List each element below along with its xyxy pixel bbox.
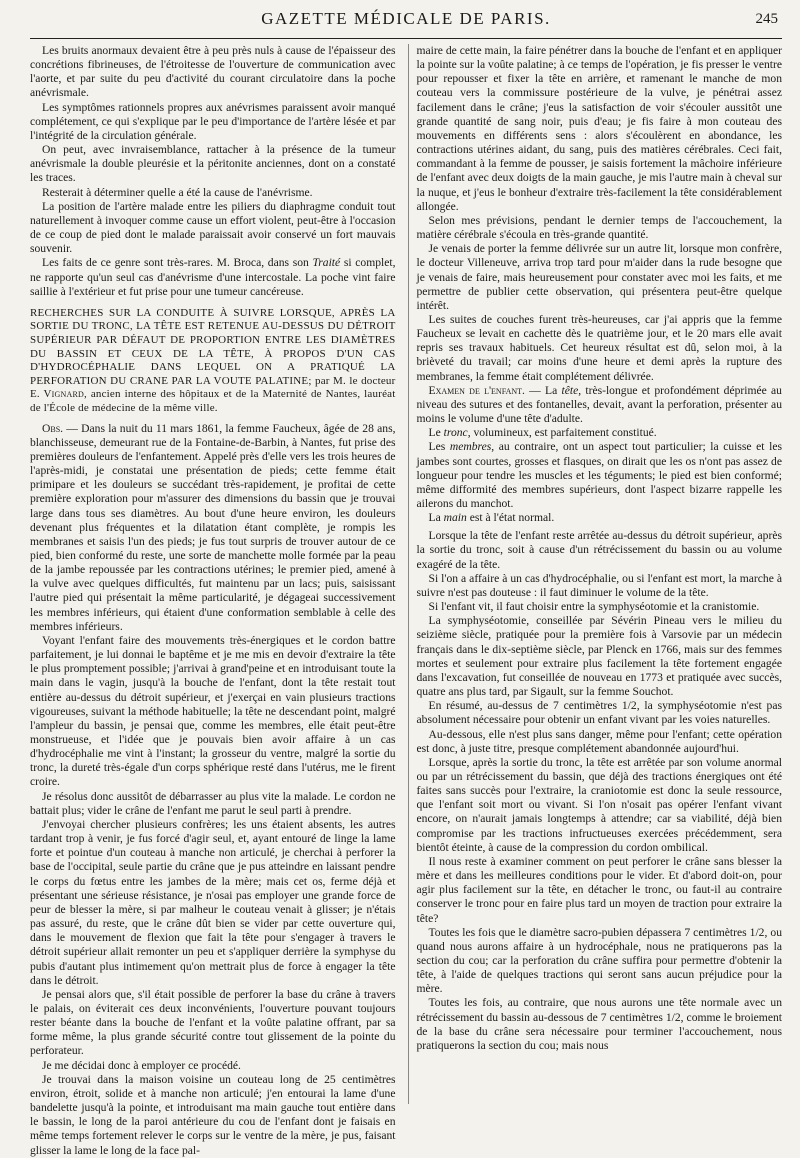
text-run: , volumineux, est parfaitement constitué. (467, 426, 657, 440)
paragraph: Les symptômes rationnels propres aux anévrismes paraissent avoir manqué complétement, ce qui s'explique par le peu d'importance de l'artère lésée et par l'intégrité de la circulation générale. (30, 100, 396, 142)
paragraph: En résumé, au-dessus de 7 centimètres 1/2, la symphyséotomie n'est pas absolument nécessaire pour obtenir un enfant vivant par les voies naturelles. (416, 699, 782, 727)
journal-title: GAZETTE MÉDICALE DE PARIS. (261, 9, 551, 28)
left-column (30, 44, 396, 1157)
paragraph: Toutes les fois que le diamètre sacro-pubien dépassera 7 centimètres 1/2, ou quand nous aurons affaire à un hydrocéphale, nous ne pratiquerons pas la section du cou; car la perforation du crâne suffira pour permettre d'obtenir la tête, à l'aide de quelques tractions qui seront sans aucun préjudice pour la mère. (416, 925, 782, 996)
paragraph: La symphyséotomie, conseillée par Sévérin Pineau vers le milieu du seizième siècle, pratiquée pour la première fois à Varsovie par un médecin français dans le dix-septième siècle, par Plenck en 1766, mais sur des femmes mortes et seulement pour extraire plus facilement la tête fortement engagée dans l'excavation, fut conseillée de nouveau en 1773 et pratiquée avec succès, quatre ans plus tard, par Sigault, sur la femme Souchot. (416, 614, 782, 699)
paragraph: Je pensai alors que, s'il était possible de perforer la base du crâne à travers le palais, on éviterait ces deux inconvénients, l'ouverture pouvant toujours rester béante dans la bouche de l'enfant et la voûte palatine offrant, par sa forme même, la plus grande sécurité contre tout glissement de la pointe du perforateur. (30, 987, 396, 1058)
text-run: — Dans la nuit du 11 mars 1861, la femme Faucheux, âgée de 28 ans, blanchisseuse, demeurant rue de la Fontaine-de-Barbin, à Nantes, fut prise des premières douleurs de l'enfantement. Appelé près d'elle vers les trois heures de l'après-midi, je constatai une présentation de pieds; cette femme était primipare et les douleurs se succédant très-rapidement, je profitai de cette première exploration pour m'assurer des dimensions du bassin que je trouvai large dans tous ses diamètres. Au bout d'une heure environ, les douleurs devenant plus fréquentes et la dilatation étant complète, je rompis les membranes et saisis l'un des pieds; je fus tout surpris de trouver autour de ce pied, bien conformé du reste, une sorte de manchette molle formée par la peau de la jambe repoussée par les contractions utérines; le premier pied, amené à la vulve avec quelques difficultés, fut maintenu par un lacs; puis, saisissant l'autre pied qui présentait la même particularité, je dégageai successivement les membres inférieurs, qui étaient d'une conformation semblable à celle des membres inférieurs. (30, 421, 396, 633)
italic-run: tronc (443, 426, 468, 440)
paragraph: maire de cette main, la faire pénétrer dans la bouche de l'enfant et en appliquer la pointe sur la voûte palatine; à ce temps de l'opération, je fis presser le ventre pour repousser et fixer la tête en arrière, et ramenant le manche de mon couteau vers la commissure postérieure de la vulve, je pénétrai assez facilement dans le crâne; j'eus la satisfaction de voir s'écouler aussitôt une grande quantité de sang noir, puis d'eau; je fis faire à mon couteau des mouvements en différents sens : alors s'écoulèrent en abondance, les contractions utérines aidant, du sang, puis des matières cérébrales. Ceci fait, commandant à la femme de pousser, je saisis fortement la mâchoire inférieure de l'enfant avec deux doigts de la main gauche, je mis l'autre main à cheval sur la nuque, et j'eus le bonheur d'extraire très-facilement la tête considérablement allongée. (416, 44, 782, 213)
text-run: — La (524, 383, 562, 397)
paragraph: Je trouvai dans la maison voisine un couteau long de 25 centimètres environ, étroit, solide et à manche non articulé; j'en entourai la lame d'une bandelette jusqu'à la pointe, et introduisant ma main gauche tout entière dans le bassin, le long de la paroi antérieure du cou de l'enfant dont je faisais en même temps fortement relever le corps sur le ventre de la mère, je pus, faisant glisser la lame le long de la face pal- (30, 1072, 396, 1157)
paragraph: J'envoyai chercher plusieurs confrères; les uns étaient absents, les autres tardant trop à venir, je fus forcé d'agir seul, et, ayant entouré de linge la lame forte et pointue d'un couteau à manche non articulé, je cherchai à perforer la base de l'occipital, seule partie du crâne que je pus atteindre en laissant pendre le corps du fœtus entre les jambes de la mère; mais cet os, ferme déjà et présentant une sérieuse résistance, je n'osai pas employer une grande force de peur de blesser la mère, si par malheur le couteau venait à glisser; je n'étais pas assuré, du reste, que le crâne dût bien se vider par cette ouverture qui, dans le mouvement de flexion que fait la tête pour s'engager à travers le détroit supérieur allait remonter un peu et s'appliquer derrière la symphyse du pubis d'autant plus intimement qu'on mettrait plus de force à engager la tête dans le détroit. (30, 817, 396, 987)
exam-label: Examen de l'enfant. (428, 383, 525, 397)
text-run: Le (428, 426, 444, 440)
text-run: si complet, ne rapporte qu'un seul cas d'anévrisme d'une intercostale. La poche vint faire saillie à l'extérieur et fut prise pour une tumeur cancéreuse. (30, 256, 396, 298)
paragraph: Voyant l'enfant faire des mouvements très-énergiques et le cordon battre parfaitement, je lui donnai le baptême et je me mis en devoir d'extraire la tête le plus promptement possible; j'arrivai à grand'peine et en introduisant toute la main dans le vagin, jusqu'à la bouche de l'enfant, dont la tête restait tout entière au-dessus du détroit supérieur, et j'exerçai en vain plusieurs tractions vigoureuses, suivant la méthode habituelle; la tête ne descendant point, malgré l'ampleur du bassin, je pensai que, comme les membres, elle était peut-être monstrueuse, et l'idée que je pouvais bien avoir affaire à un cas d'hydrocéphalie me vint à l'instant; la grosseur du ventre, malgré la sortie du tronc, la dureté très-égale d'un corps sphérique resté dans l'utérus, me le firent croire. (30, 633, 396, 789)
paragraph: Si l'enfant vit, il faut choisir entre la symphyséotomie et la cranistomie. (428, 600, 760, 614)
author-name: E. Vignard (30, 388, 84, 401)
italic-run: main (443, 511, 467, 525)
paragraph: Les bruits anormaux devaient être à peu près nuls à cause de l'épaisseur des concrétions fibrineuses, de l'étroitesse de l'ouverture de communication avec l'aorte, et par suite du peu d'activité du courant circulatoire dans la poche anévrismale. (30, 44, 396, 100)
paragraph: On peut, avec invraisemblance, rattacher à la présence de la tumeur anévrismale la double pleurésie et la péritonite anciennes, dont on a constaté les traces. (30, 143, 396, 185)
paragraph (30, 256, 396, 298)
italic-run: membres (449, 440, 492, 454)
paragraph: Resterait à déterminer quelle a été la cause de l'anévrisme. (42, 185, 313, 199)
paragraph (417, 426, 783, 440)
heading-author-suffix: , ancien interne des hôpitaux et de la Maternité de Nantes, lauréat de l'École de médecine de la même ville. (30, 388, 396, 414)
paragraph (417, 511, 783, 525)
paragraph: Si l'on a affaire à un cas d'hydrocéphalie, ou si l'enfant est mort, la marche à suivre n'est pas douteuse : il faut diminuer le volume de la tête. (416, 571, 782, 599)
right-column (408, 44, 783, 1104)
page-header (30, 0, 782, 39)
paragraph: Les suites de couches furent très-heureuses, car j'ai appris que la femme Faucheux se levait en cachette dès le quatrième jour, et le 20 mars elle avait repris ses travaux habituels. Cet heureux résultat est dû, selon moi, à la brièveté du travail; car moins d'une heure et demi après la rupture des membranes, la femme était complétement délivrée. (416, 312, 782, 383)
paragraph (417, 384, 783, 426)
article-heading (30, 307, 396, 416)
text-columns (30, 44, 782, 1157)
heading-author-prefix: ; par M. le docteur (308, 374, 396, 387)
obs-label: Obs. (42, 421, 64, 435)
paragraph: Il nous reste à examiner comment on peut perforer le crâne sans blesser la mère et dans les meilleures conditions pour le vider. Et d'abord doit-on, pour agir plus facilement sur la tête, en détacher le tronc, ou faut-il au contraire conserver le tronc pour en faire plus tard un moyen de traction pour extraire la tête? (416, 854, 782, 925)
paragraph: Lorsque la tête de l'enfant reste arrêtée au-dessus du détroit supérieur, après la sortie du tronc, soit à cause d'un rétrécissement du bassin ou au volume exagéré de la tête. (416, 529, 782, 571)
paragraph: La position de l'artère malade entre les piliers du diaphragme conduit tout naturellement à invoquer comme cause un effort violent, peut-être à l'occasion de ce coup de pied dont le malade paraissait avoir conservé un fort mauvais souvenir. (30, 199, 396, 256)
heading-title: RECHERCHES SUR LA CONDUITE À SUIVRE LORSQUE, APRÈS LA SORTIE DU TRONC, LA TÊTE EST RETENUE AU-DESSUS DU DÉTROIT SUPÉRIEUR PAR DÉFAUT DE PROPORTION ENTRE LES DIAMÈTRES DU BASSIN ET CEUX DE LA TÊTE, À PROPOS D'UN CAS D'HYDROCÉPHALIE DANS LEQUEL ON A PRATIQUÉ LA PERFORATION DU CRANE PAR LA VOUTE PALATINE (30, 306, 396, 387)
paragraph: Toutes les fois, au contraire, que nous aurons une tête normale avec un rétrécissement du bassin au-dessous de 7 centimètres 1/2, comme le broiement de la base du crâne sera nécessaire pour terminer l'accouchement, nous pratiquerons la section du cou; mais nous (416, 996, 782, 1052)
paragraph: Je résolus donc aussitôt de débarrasser au plus vite la malade. Le cordon ne battait plus; vider le crâne de l'enfant me parut le seul parti à prendre. (30, 789, 396, 817)
paragraph: Je venais de porter la femme délivrée sur un autre lit, lorsque mon confrère, le docteur Villeneuve, arriva trop tard pour m'aider dans la rude besogne que je venais de faire, mais heureusement pour constater avec moi les faits, et me permettre de publier cette observation, qui présentera peut-être quelque intérêt. (416, 242, 782, 312)
paragraph: Je me décidai donc à employer ce procédé. (42, 1058, 241, 1072)
text-run: , très-longue et profondément déprimée au niveau des sutures et des fontanelles, devait, avant la perforation, présenter au moins le volume d'une tête d'adulte. (416, 383, 782, 426)
paragraph (30, 422, 396, 634)
paragraph: Selon mes prévisions, pendant le dernier temps de l'accouchement, la matière cérébrale s'écoula en très-grande quantité. (416, 213, 782, 242)
text-run: , au contraire, ont un aspect tout particulier; la cuisse et les jambes sont courtes, grosses et flasques, on dirait que les os n'ont pas assez de longueur pour tendre les muscles et les téguments; le pied est bien conformé; même difformité des membres supérieurs, dont l'aspect bizarre rappelle les ailerons du manchot. (416, 440, 782, 510)
paragraph: Au-dessous, elle n'est plus sans danger, même pour l'enfant; cette opération est donc, à juste titre, presque complétement abandonnée aujourd'hui. (416, 727, 782, 755)
text-run: Les faits de ce genre sont très-rares. M. Broca, dans son (42, 256, 313, 270)
italic-run: tête (561, 383, 579, 397)
paragraph: Lorsque, après la sortie du tronc, la tête est arrêtée par son volume anormal ou par un rétrécissement du bassin, que déjà des tractions énergiques ont été faites sans succès pour l'extraire, la craniotomie est donc la seule ressource, que l'enfant soit mort ou vivant. Si l'on n'osait pas opérer l'enfant vivant encore, on n'aurait jamais longtemps à attendre; car sa viabilité, déjà bien compromise par les tractions infructueuses exercées précédemment, sera bientôt éteinte, à cause de la compression du cordon ombilical. (416, 755, 782, 854)
text-run: Les (428, 440, 450, 454)
text-run: est à l'état normal. (466, 511, 555, 525)
italic-run: Traité (312, 256, 341, 270)
page-number: 245 (755, 11, 778, 27)
paragraph (417, 440, 783, 511)
text-run: La (428, 511, 444, 525)
